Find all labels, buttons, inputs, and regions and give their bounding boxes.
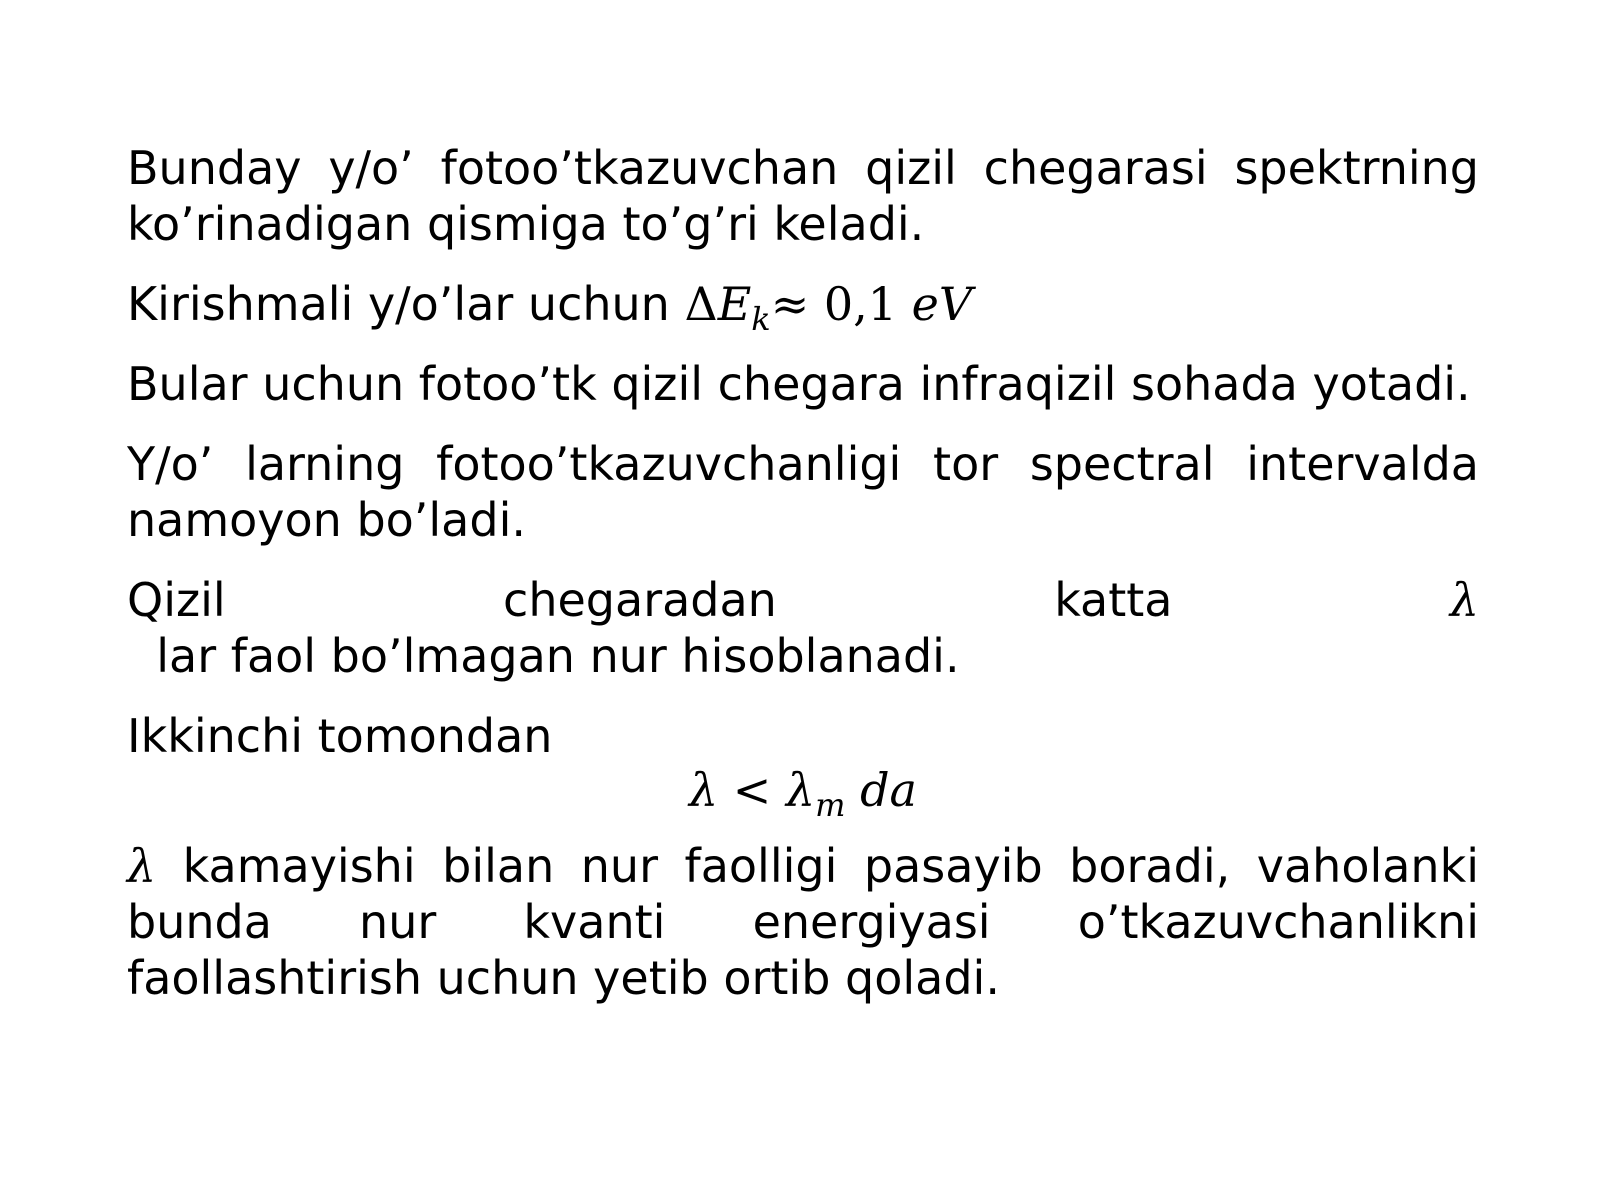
slide-content	[127, 140, 1479, 1030]
paragraph-3	[127, 356, 1479, 412]
paragraph-7	[127, 838, 1479, 1006]
approx-value: ≈ 0,1	[770, 277, 912, 331]
paragraph-5-text-before: Qizil chegaradan katta	[127, 573, 1450, 627]
eq-subscript-m: m	[815, 786, 846, 824]
paragraph-2	[127, 276, 1479, 338]
eq-lambda-m: λ	[785, 763, 816, 817]
energy-unit: eV	[911, 277, 973, 331]
energy-symbol: E	[717, 277, 752, 331]
paragraph-1-text: Bunday y/o’ fotoo’tkazuvchan qizil chegarasi spektrning ko’rinadigan qismiga to’g’ri keladi.	[127, 141, 1479, 251]
paragraph-7-lambda: λ	[127, 839, 157, 893]
eq-lambda: λ	[689, 763, 719, 817]
paragraph-6-text: Ikkinchi tomondan	[127, 709, 553, 763]
paragraph-2-text: Kirishmali y/o’lar uchun	[127, 277, 685, 331]
paragraph-7-text: kamayishi bilan nur faolligi pasayib boradi, vaholanki bunda nur kvanti energiyasi o’tkazuvchanlikni faollashtirish uchun yetib ortib qoladi.	[127, 839, 1479, 1005]
paragraph-5	[127, 572, 1479, 684]
lambda-symbol: λ	[1449, 573, 1479, 627]
paragraph-1	[127, 140, 1479, 252]
paragraph-6	[127, 708, 1479, 764]
eq-less-than: <	[718, 763, 786, 817]
paragraph-4	[127, 436, 1479, 548]
paragraph-5-text-after: lar faol bo’lmagan nur hisoblanadi.	[127, 629, 960, 683]
eq-da: da	[845, 763, 917, 817]
energy-subscript: k	[751, 300, 771, 338]
paragraph-3-text: Bular uchun fotoo’tk qizil chegara infraqizil sohada yotadi.	[127, 357, 1471, 411]
delta-symbol: Δ	[684, 277, 718, 331]
paragraph-4-text: Y/o’ larning fotoo’tkazuvchanligi tor spectral intervalda namoyon bo’ladi.	[127, 437, 1479, 547]
wavelength-equation	[127, 760, 1479, 824]
